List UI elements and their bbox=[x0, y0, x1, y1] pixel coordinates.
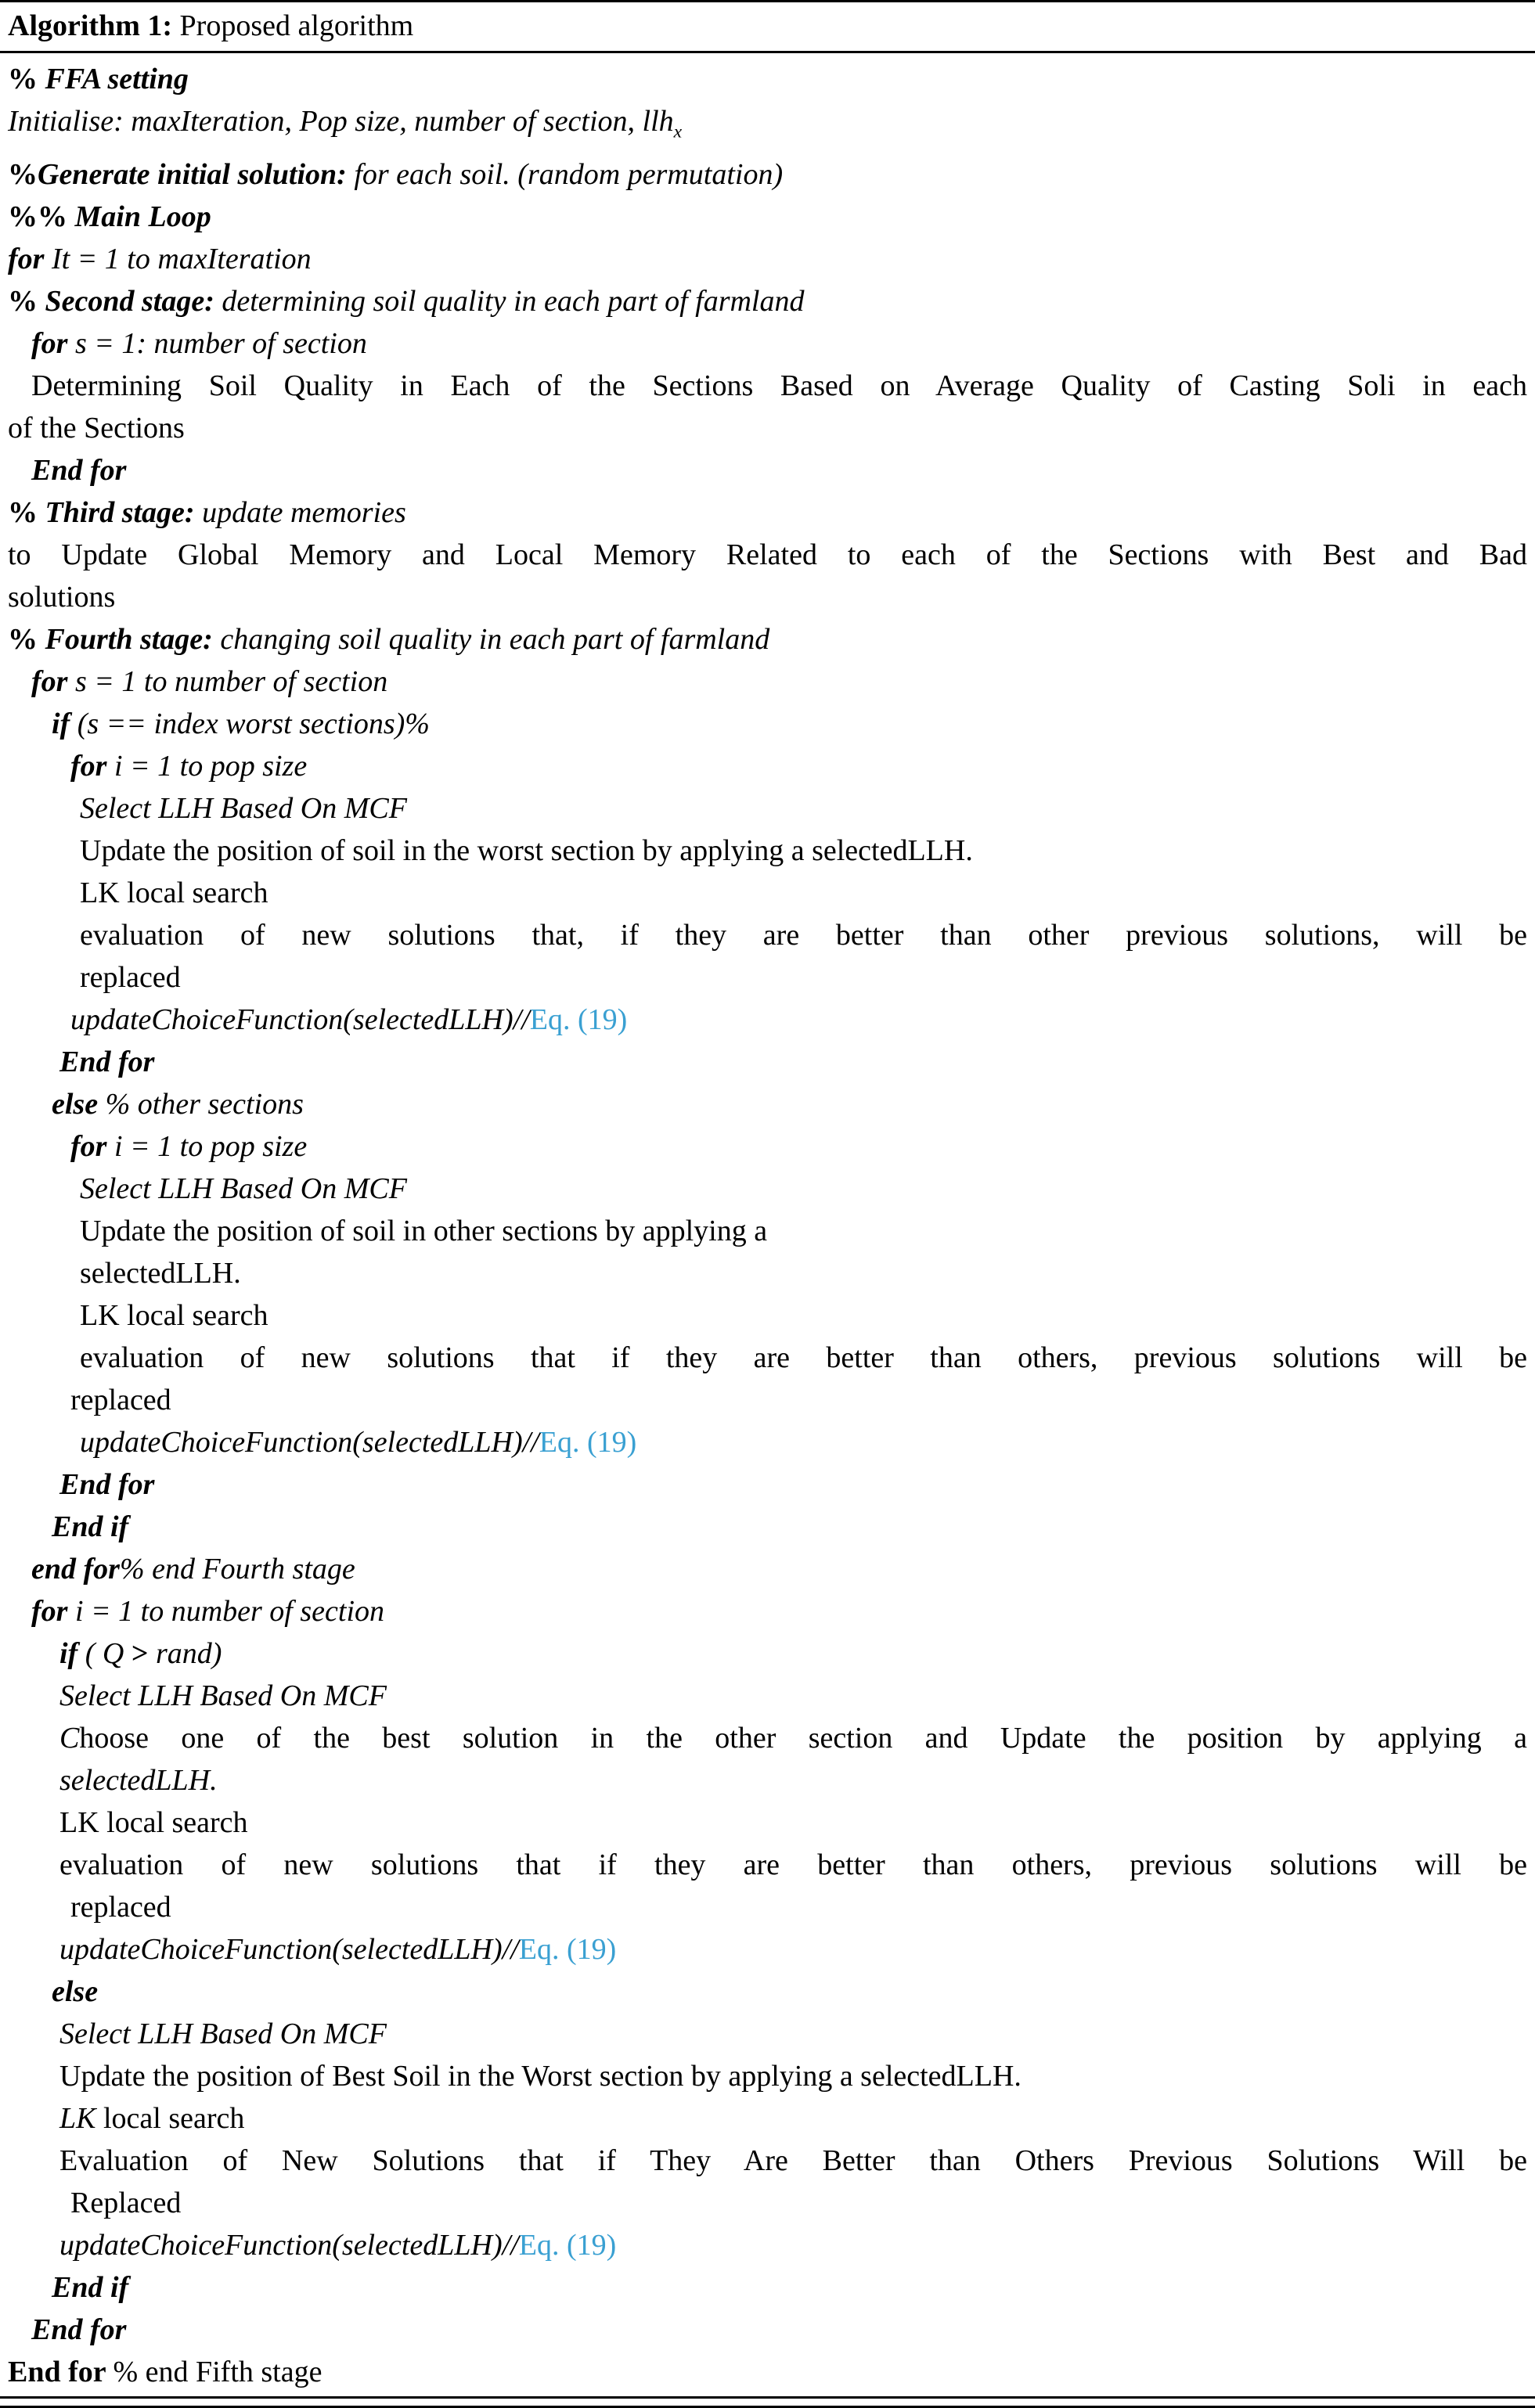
equation-link[interactable]: Eq. (19) bbox=[518, 2228, 617, 2262]
text-run: for bbox=[70, 749, 114, 783]
text-run: for bbox=[8, 242, 52, 275]
text-run: LK bbox=[59, 2101, 96, 2135]
equation-link[interactable]: Eq. (19) bbox=[518, 1932, 617, 1966]
algorithm-line bbox=[31, 449, 1527, 491]
algorithm-number-label: Algorithm 1: bbox=[8, 9, 173, 42]
algorithm-line bbox=[70, 999, 1527, 1041]
algorithm-line bbox=[59, 1632, 1527, 1675]
algorithm-line bbox=[8, 407, 1527, 449]
text-run: %% bbox=[8, 200, 75, 233]
text-run: else bbox=[52, 1974, 99, 2008]
text-run: end for bbox=[31, 1552, 120, 1586]
text-run: End for bbox=[59, 1467, 155, 1501]
algorithm-line bbox=[70, 745, 1527, 787]
text-run: for each soil. (random permutation) bbox=[354, 157, 784, 191]
text-run: LK local search bbox=[80, 1298, 268, 1332]
text-run: Third stage: bbox=[45, 495, 203, 529]
algorithm-line bbox=[52, 2266, 1527, 2309]
algorithm-line bbox=[80, 1210, 1527, 1252]
algorithm-line bbox=[8, 196, 1527, 238]
text-run: evaluation of new solutions that, if they are better than other previous solutions, will be bbox=[80, 918, 1527, 952]
text-run: Update the position of soil in the worst section by applying a selectedLLH. bbox=[80, 833, 973, 867]
text-run: % bbox=[8, 284, 45, 318]
text-run: if bbox=[52, 707, 77, 740]
algorithm-line bbox=[8, 280, 1527, 322]
text-run: selectedLLH. bbox=[80, 1256, 241, 1290]
text-run: replaced bbox=[80, 960, 181, 994]
text-run: End if bbox=[52, 2270, 129, 2304]
algorithm-line bbox=[31, 2309, 1527, 2351]
text-run: Replaced bbox=[70, 2186, 182, 2219]
text-run: Initialise: maxIteration, Pop size, number of section, llh bbox=[8, 105, 674, 138]
text-run: Evaluation of New Solutions that if They Are Better than Others Previous Solutions Will be bbox=[59, 2143, 1527, 2177]
algorithm-line bbox=[80, 1294, 1527, 1337]
text-run: % end Fourth stage bbox=[119, 1552, 355, 1586]
text-run: s = 1: number of section bbox=[74, 326, 367, 360]
text-run: End for bbox=[31, 453, 127, 487]
algorithm-line bbox=[59, 2097, 1527, 2140]
text-run: for bbox=[31, 1594, 75, 1628]
algorithm-line bbox=[8, 58, 1527, 100]
text-run: % end Fifth stage bbox=[113, 2355, 322, 2388]
algorithm-line bbox=[80, 1252, 1527, 1294]
algorithm-line bbox=[70, 2182, 1527, 2224]
text-run: evaluation of new solutions that if they are better than others, previous solutions will be bbox=[80, 1341, 1527, 1374]
text-run: % bbox=[8, 157, 38, 191]
text-run: Generate initial solution: bbox=[38, 157, 355, 191]
text-run: i = 1 to pop size bbox=[114, 749, 308, 783]
equation-link[interactable]: Eq. (19) bbox=[539, 1425, 637, 1459]
algorithm-line bbox=[59, 2140, 1527, 2182]
text-run: updateChoiceFunction(selectedLLH)// bbox=[59, 1932, 519, 1966]
text-run: i = 1 to pop size bbox=[114, 1129, 308, 1163]
text-run: % bbox=[8, 495, 45, 529]
text-run: Update the position of Best Soil in the Worst section by applying a selectedLLH. bbox=[59, 2059, 1022, 2093]
text-run: local search bbox=[95, 2101, 245, 2135]
bottom-double-rule bbox=[0, 2396, 1535, 2408]
algorithm-line bbox=[59, 1802, 1527, 1844]
algorithm-line bbox=[8, 576, 1527, 618]
algorithm-line bbox=[52, 1971, 1527, 2013]
text-run: Fourth stage: bbox=[45, 622, 221, 656]
algorithm-line bbox=[8, 100, 1527, 153]
text-run: for bbox=[31, 326, 75, 360]
algorithm-line bbox=[8, 618, 1527, 660]
text-run: ( Q bbox=[85, 1636, 132, 1670]
text-run: else bbox=[52, 1087, 106, 1121]
text-run: End for bbox=[8, 2355, 114, 2388]
text-run: to Update Global Memory and Local Memory Related to each of the Sections with Best and Bad bbox=[8, 538, 1527, 571]
algorithm-line bbox=[59, 1717, 1527, 1759]
algorithm-line bbox=[31, 660, 1527, 703]
algorithm-line bbox=[70, 1886, 1527, 1928]
algorithm-line bbox=[59, 1675, 1527, 1717]
algorithm-line bbox=[59, 2013, 1527, 2055]
text-run: updateChoiceFunction(selectedLLH)// bbox=[59, 2228, 519, 2262]
algorithm-line bbox=[80, 1337, 1527, 1379]
text-run: of the Sections bbox=[8, 411, 185, 445]
text-run: Second stage: bbox=[45, 284, 222, 318]
algorithm-line bbox=[70, 1379, 1527, 1421]
algorithm-body bbox=[0, 53, 1535, 2396]
algorithm-line bbox=[52, 1083, 1527, 1125]
algorithm-line bbox=[31, 365, 1527, 407]
text-run: for bbox=[70, 1129, 114, 1163]
text-run: % other sections bbox=[105, 1087, 304, 1121]
text-run: for bbox=[31, 664, 75, 698]
text-run: End for bbox=[31, 2313, 127, 2346]
algorithm-line bbox=[59, 2224, 1527, 2266]
text-run: C bbox=[59, 1721, 80, 1755]
text-run: (s == index worst sections)% bbox=[77, 707, 430, 740]
algorithm-line bbox=[8, 491, 1527, 534]
text-run: i = 1 to number of section bbox=[74, 1594, 385, 1628]
text-run: It = 1 to maxIteration bbox=[51, 242, 312, 275]
algorithm-line bbox=[80, 914, 1527, 956]
algorithm-line bbox=[80, 787, 1527, 830]
algorithm-line bbox=[59, 1041, 1527, 1083]
subscript-text: x bbox=[673, 121, 683, 142]
text-run: determining soil quality in each part of farmland bbox=[222, 284, 805, 318]
text-run: LK local search bbox=[80, 876, 268, 909]
text-run: Main Loop bbox=[74, 200, 211, 233]
text-run: Select LLH Based On MCF bbox=[80, 791, 407, 825]
algorithm-line bbox=[31, 1590, 1527, 1632]
algorithm-line bbox=[80, 956, 1527, 999]
text-run: FFA setting bbox=[45, 63, 189, 95]
algorithm-line bbox=[52, 703, 1527, 745]
text-run: updateChoiceFunction(selectedLLH)// bbox=[80, 1425, 539, 1459]
algorithm-line bbox=[59, 1844, 1527, 1886]
text-run: > bbox=[131, 1636, 156, 1670]
algorithm-line bbox=[8, 2351, 1527, 2393]
text-run: hoose one of the best solution in the other section and Update the position by applying a bbox=[79, 1721, 1527, 1755]
text-run: Select LLH Based On MCF bbox=[80, 1172, 407, 1205]
algorithm-line bbox=[80, 830, 1527, 872]
algorithm-line bbox=[59, 2055, 1527, 2097]
algorithm-line bbox=[59, 1928, 1527, 1971]
text-run: % bbox=[8, 622, 45, 656]
algorithm-line bbox=[52, 1506, 1527, 1548]
text-run: % bbox=[8, 63, 45, 95]
algorithm-line bbox=[80, 872, 1527, 914]
text-run: Determining Soil Quality in Each of the Sections Based on Average Quality of Casting Soli in each bbox=[31, 369, 1527, 402]
text-run: End for bbox=[59, 1045, 155, 1078]
text-run: End if bbox=[52, 1510, 129, 1543]
algorithm-line bbox=[31, 1548, 1527, 1590]
equation-link[interactable]: Eq. (19) bbox=[529, 1002, 628, 1036]
text-run: changing soil quality in each part of farmland bbox=[220, 622, 770, 656]
algorithm-line bbox=[80, 1421, 1527, 1463]
text-run: if bbox=[59, 1636, 85, 1670]
algorithm-line bbox=[80, 1168, 1527, 1210]
text-run: s = 1 to number of section bbox=[74, 664, 388, 698]
text-run: replaced bbox=[70, 1383, 171, 1416]
algorithm-line bbox=[8, 238, 1527, 280]
text-run: replaced bbox=[70, 1890, 171, 1924]
text-run: Select LLH Based On MCF bbox=[59, 1679, 387, 1712]
algorithm-line bbox=[8, 534, 1527, 576]
algorithm-line bbox=[59, 1463, 1527, 1506]
algorithm-line bbox=[70, 1125, 1527, 1168]
text-run: solutions bbox=[8, 580, 116, 614]
text-run: updateChoiceFunction(selectedLLH)// bbox=[70, 1002, 530, 1036]
algorithm-line bbox=[31, 322, 1527, 365]
text-run: Update the position of soil in other sections by applying a bbox=[80, 1214, 768, 1247]
algorithm-line bbox=[59, 1759, 1527, 1802]
text-run: LK local search bbox=[59, 1805, 248, 1839]
text-run: selectedLLH. bbox=[59, 1763, 218, 1797]
text-run: evaluation of new solutions that if they are better than others, previous solutions will be bbox=[59, 1848, 1527, 1881]
algorithm-line bbox=[8, 153, 1527, 196]
text-run: Select LLH Based On MCF bbox=[59, 2017, 387, 2050]
text-run: update memories bbox=[202, 495, 406, 529]
algorithm-title: Proposed algorithm bbox=[172, 9, 414, 42]
text-run: rand) bbox=[155, 1636, 222, 1670]
algorithm-header bbox=[0, 2, 1535, 53]
